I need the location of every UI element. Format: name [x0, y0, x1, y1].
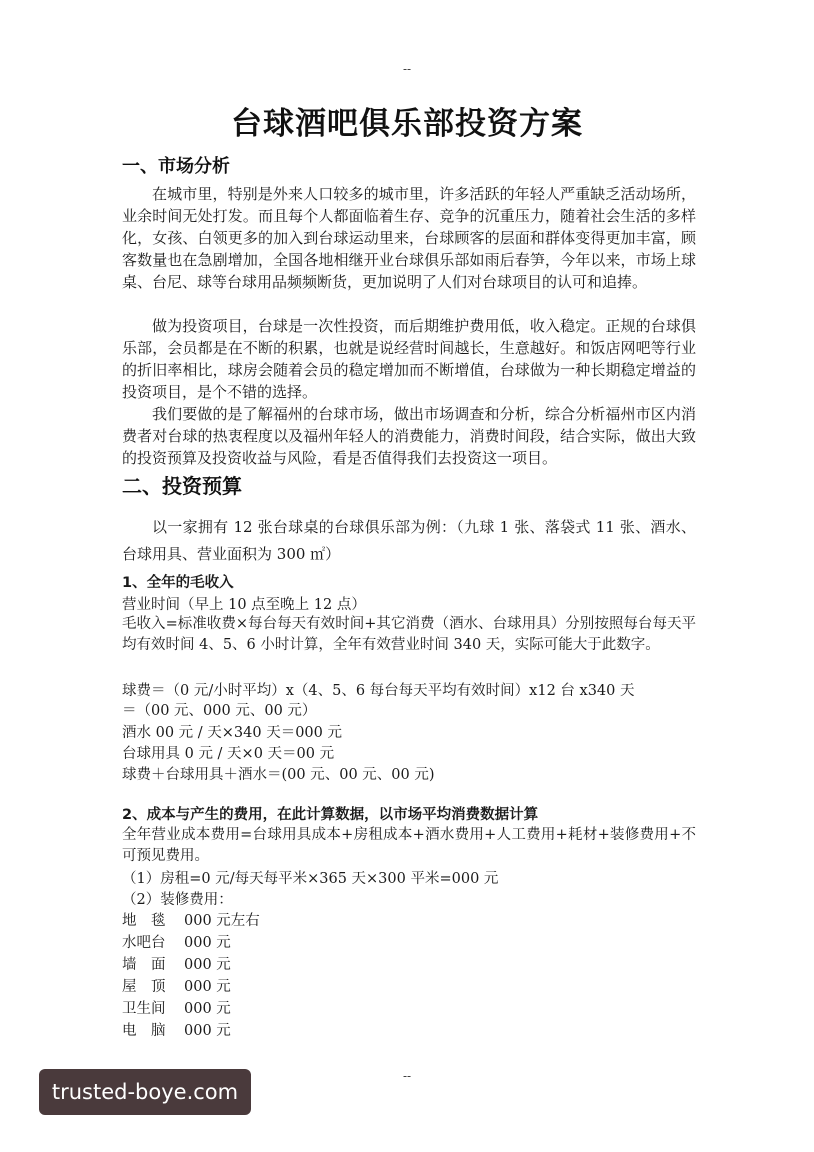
- decoration-heading: （2）装修费用：: [122, 892, 233, 908]
- market-paragraph-1: 在城市里，特别是外来人口较多的城市里，许多活跃的年轻人严重缺乏活动场所，业余时间无处打发。而且每个人都面临着生存、竞争的沉重压力，随着社会生活的多样化，女孩、白领更多的加入到台球运动里来，台球顾客的层面和群体变得更加丰富，顾客数量也在急剧增加，全国各地相继开业台球俱乐部如雨后春笋，今年以来，市场上球桌、台尼、球等台球用品频频断货，更加说明了人们对台球项目的认可和追捧。: [122, 185, 696, 291]
- budget-intro: 以一家拥有 12 张台球桌的台球俱乐部为例：（九球 1 张、落袋式 11 张、酒水、台球用具、营业面积为 300 ㎡）: [122, 518, 696, 563]
- deco-item-value: 000 元左右: [184, 913, 260, 929]
- deco-item-value: 000 元: [184, 979, 231, 995]
- market-paragraph-2: 做为投资项目，台球是一次性投资，而后期维护费用低，收入稳定。正规的台球俱乐部，会员都是在不断的积累，也就是说经营时间越长，生意越好。和饭店网吧等行业的折旧率相比，球房会随着会员的稳定增加而不断增值，台球做为一种长期稳定增益的投资项目，是个不错的选择。: [122, 317, 696, 401]
- deco-item-value: 000 元: [184, 1001, 231, 1017]
- annual-cost-formula: 全年营业成本费用=台球用具成本+房租成本+酒水费用+人工费用+耗材+装修费用+不可预见费用。: [122, 827, 696, 864]
- watermark-badge: trusted-boye.com: [39, 1069, 251, 1115]
- tools-income: 台球用具 0 元 / 天×0 天＝00 元: [122, 746, 335, 762]
- deco-item: [122, 931, 231, 952]
- deco-item: [122, 909, 260, 930]
- total-income: 球费＋台球用具＋酒水＝(00 元、00 元、00 元): [122, 767, 435, 783]
- drinks-income: 酒水 00 元 / 天×340 天＝000 元: [122, 725, 342, 741]
- document-title: 台球酒吧俱乐部投资方案: [231, 106, 583, 142]
- section-heading-market: 一、市场分析: [122, 156, 230, 177]
- deco-item: [122, 1019, 231, 1040]
- deco-item-name: 电 脑: [122, 1023, 166, 1039]
- deco-item: [122, 953, 231, 974]
- table-fee-line-1: 球费＝（0 元/小时平均）x（4、5、6 每台每天平均有效时间）x12 台 x340 天: [122, 683, 635, 699]
- deco-item-name: 墙 面: [122, 957, 166, 973]
- gross-income-formula: 毛收入=标准收费×每台每天有效时间+其它消费（酒水、台球用具）分别按照每台每天平均有效时间 4、5、6 小时计算，全年有效营业时间 340 天，实际可能大于此数字。: [122, 616, 696, 653]
- deco-item: [122, 997, 231, 1018]
- page-marker-top: --: [402, 62, 412, 76]
- table-fee-line-2: ＝（00 元、000 元、00 元）: [122, 703, 317, 719]
- deco-item-name: 地 毯: [122, 913, 166, 929]
- deco-item-value: 000 元: [184, 935, 231, 951]
- deco-item-name: 水吧台: [122, 935, 166, 951]
- deco-item-value: 000 元: [184, 1023, 231, 1039]
- deco-item-name: 屋 顶: [122, 979, 166, 995]
- subheading-gross-income: 1、全年的毛收入: [122, 575, 234, 591]
- deco-item-value: 000 元: [184, 957, 231, 973]
- business-hours: 营业时间（早上 10 点至晚上 12 点）: [122, 597, 366, 613]
- page-marker-bottom: --: [402, 1069, 412, 1083]
- rent-cost: （1）房租=0 元/每天每平米×365 天×300 平米=000 元: [122, 871, 499, 887]
- section-heading-budget: 二、投资预算: [122, 474, 242, 498]
- deco-item-name: 卫生间: [122, 1001, 166, 1017]
- market-paragraph-3: 我们要做的是了解福州的台球市场，做出市场调查和分析，综合分析福州市区内消费者对台球的热衷程度以及福州年轻人的消费能力，消费时间段，结合实际，做出大致的投资预算及投资收益与风险，看是否值得我们去投资这一项目。: [122, 405, 696, 467]
- deco-item: [122, 975, 231, 996]
- subheading-costs: 2、成本与产生的费用，在此计算数据，以市场平均消费数据计算: [122, 807, 539, 823]
